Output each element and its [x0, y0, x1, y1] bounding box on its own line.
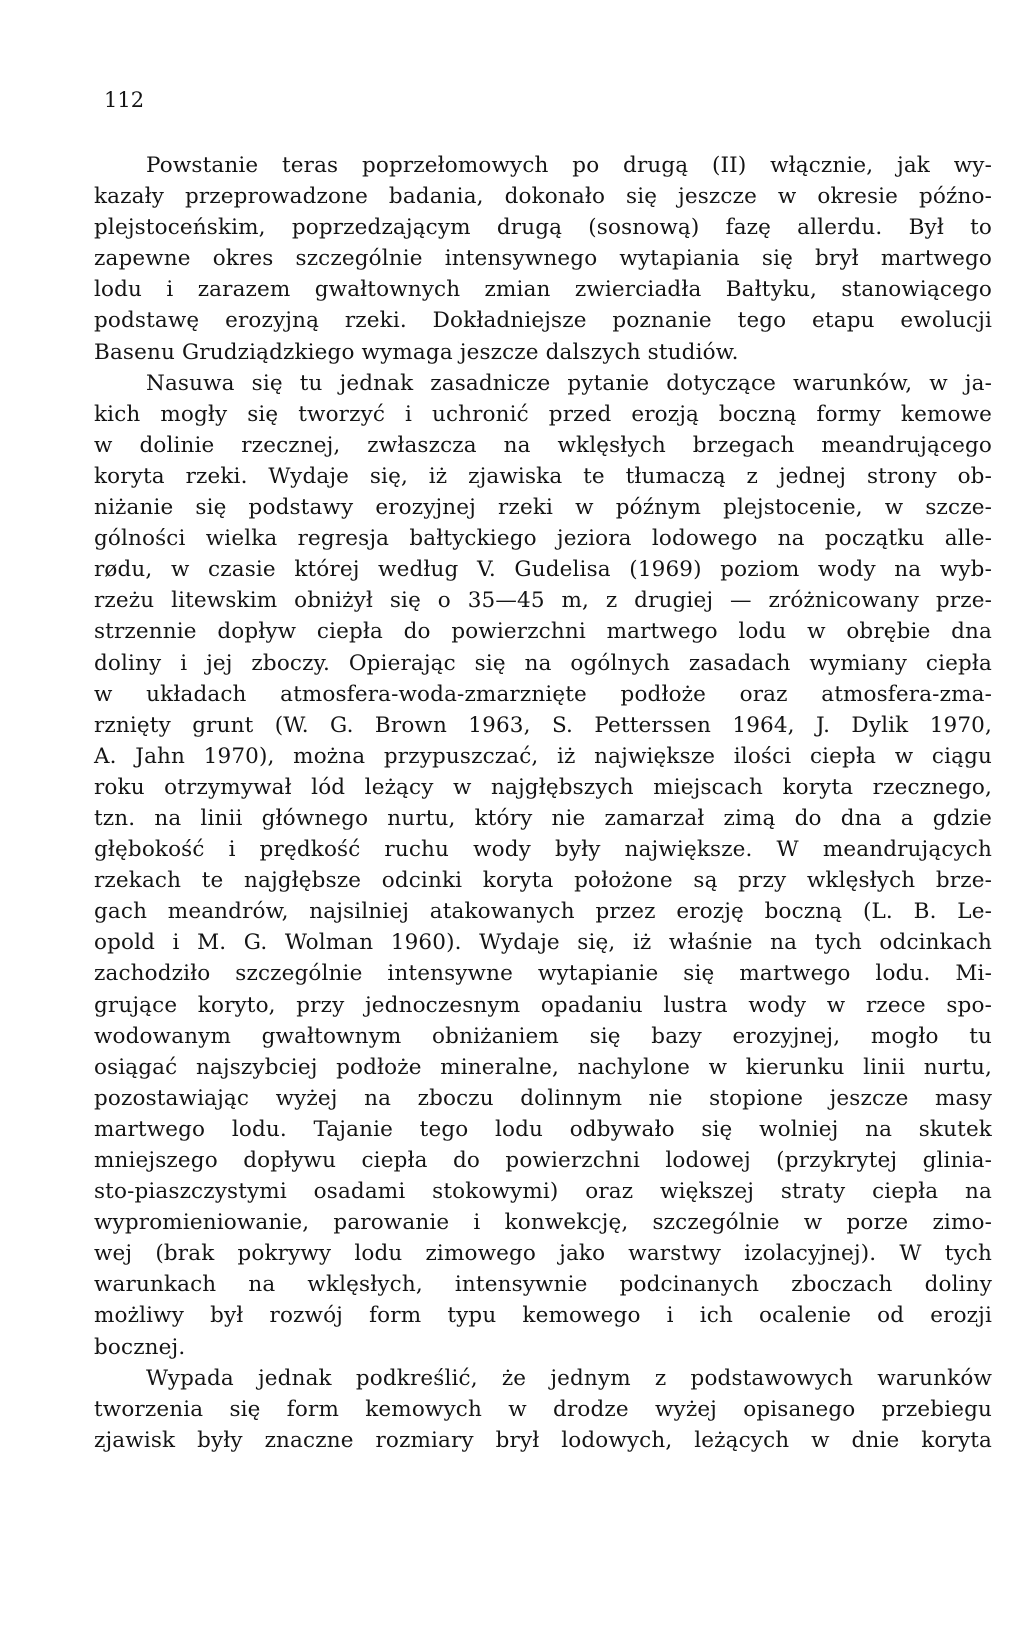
text-line: pozostawiając wyżej na zboczu dolinnym nie stopione jeszcze masy — [94, 1085, 992, 1111]
text-line: plejstoceńskim, poprzedzającym drugą (sosnową) fazę allerdu. Był to — [94, 215, 992, 241]
text-line: rzekach te najgłębsze odcinki koryta położone są przy wklęsłych brze- — [94, 868, 992, 894]
text-line: w dolinie rzecznej, zwłaszcza na wklęsłych brzegach meandrującego — [94, 432, 992, 458]
text-line: kich mogły się tworzyć i uchronić przed erozją boczną formy kemowe — [94, 401, 992, 427]
text-line: doliny i jej zboczy. Opierając się na ogólnych zasadach wymiany ciepła — [94, 650, 992, 676]
text-line: koryta rzeki. Wydaje się, iż zjawiska te tłumaczą z jednej strony ob- — [94, 463, 992, 489]
paragraph — [94, 1363, 992, 1456]
text-line: martwego lodu. Tajanie tego lodu odbywało się wolniej na skutek — [94, 1116, 992, 1142]
paragraph — [94, 150, 992, 368]
text-line: grujące koryto, przy jednoczesnym opadaniu lustra wody w rzece spo- — [94, 992, 992, 1018]
text-line: bocznej. — [94, 1334, 186, 1360]
text-line: rødu, w czasie której według V. Gudelisa (1969) poziom wody na wyb- — [94, 557, 992, 583]
text-line: zachodziło szczególnie intensywne wytapianie się martwego lodu. Mi- — [94, 961, 992, 987]
text-line: podstawę erozyjną rzeki. Dokładniejsze poznanie tego etapu ewolucji — [94, 308, 992, 334]
text-line: możliwy był rozwój form typu kemowego i ich ocalenie od erozji — [94, 1303, 992, 1329]
text-line: mniejszego dopływu ciepła do powierzchni lodowej (przykrytej glinia- — [94, 1148, 992, 1173]
body-text — [94, 150, 992, 1456]
paragraph — [94, 368, 992, 1363]
text-line: Nasuwa się tu jednak zasadnicze pytanie dotyczące warunków, w ja- — [146, 370, 992, 396]
text-line: A. Jahn 1970), można przypuszczać, iż największe ilości ciepła w ciągu — [94, 743, 992, 769]
text-line: opold i M. G. Wolman 1960). Wydaje się, iż właśnie na tych odcinkach — [94, 930, 992, 956]
text-line: roku otrzymywał lód leżący w najgłębszych miejscach koryta rzecznego, — [94, 774, 992, 800]
text-line: gach meandrów, najsilniej atakowanych przez erozję boczną (L. B. Le- — [94, 899, 992, 925]
text-line: kazały przeprowadzone badania, dokonało się jeszcze w okresie późno- — [94, 184, 992, 210]
text-line: w układach atmosfera-woda-zmarznięte podłoże oraz atmosfera-zma- — [94, 681, 992, 707]
text-line: warunkach na wklęsłych, intensywnie podcinanych zboczach doliny — [94, 1272, 992, 1298]
text-line: zjawisk były znaczne rozmiary brył lodowych, leżących w dnie koryta — [94, 1427, 992, 1453]
text-line: Basenu Grudziądzkiego wymaga jeszcze dalszych studiów. — [94, 339, 739, 365]
text-line: rzeżu litewskim obniżył się o 35—45 m, z drugiej — zróżnicowany prze- — [94, 588, 992, 614]
text-line: rznięty grunt (W. G. Brown 1963, S. Petterssen 1964, J. Dylik 1970, — [94, 712, 992, 738]
text-line: niżanie się podstawy erozyjnej rzeki w późnym plejstocenie, w szcze- — [94, 495, 992, 521]
text-line: tzn. na linii głównego nurtu, który nie zamarzał zimą do dna a gdzie — [94, 805, 992, 831]
text-line: strzennie dopływ ciepła do powierzchni martwego lodu w obrębie dna — [94, 619, 992, 645]
text-line: sto-piaszczystymi osadami stokowymi) oraz większej straty ciepła na — [94, 1179, 992, 1205]
text-line: Powstanie teras poprzełomowych po drugą (II) włącznie, jak wy- — [146, 153, 992, 178]
text-line: głębokość i prędkość ruchu wody były największe. W meandrujących — [94, 837, 992, 863]
text-line: tworzenia się form kemowych w drodze wyżej opisanego przebiegu — [94, 1396, 992, 1422]
text-line: wej (brak pokrywy lodu zimowego jako warstwy izolacyjnej). W tych — [94, 1241, 992, 1267]
text-line: wodowanym gwałtownym obniżaniem się bazy erozyjnej, mogło tu — [94, 1023, 992, 1049]
text-line: zapewne okres szczególnie intensywnego wytapiania się brył martwego — [94, 246, 992, 272]
text-line: gólności wielka regresja bałtyckiego jeziora lodowego na początku alle- — [94, 526, 992, 552]
text-line: Wypada jednak podkreślić, że jednym z podstawowych warunków — [146, 1365, 992, 1391]
text-line: lodu i zarazem gwałtownych zmian zwierciadła Bałtyku, stanowiącego — [94, 277, 992, 303]
page-number: 112 — [104, 88, 145, 112]
text-line: osiągać najszybciej podłoże mineralne, nachylone w kierunku linii nurtu, — [94, 1054, 992, 1080]
text-line: wypromieniowanie, parowanie i konwekcję, szczególnie w porze zimo- — [94, 1210, 992, 1236]
